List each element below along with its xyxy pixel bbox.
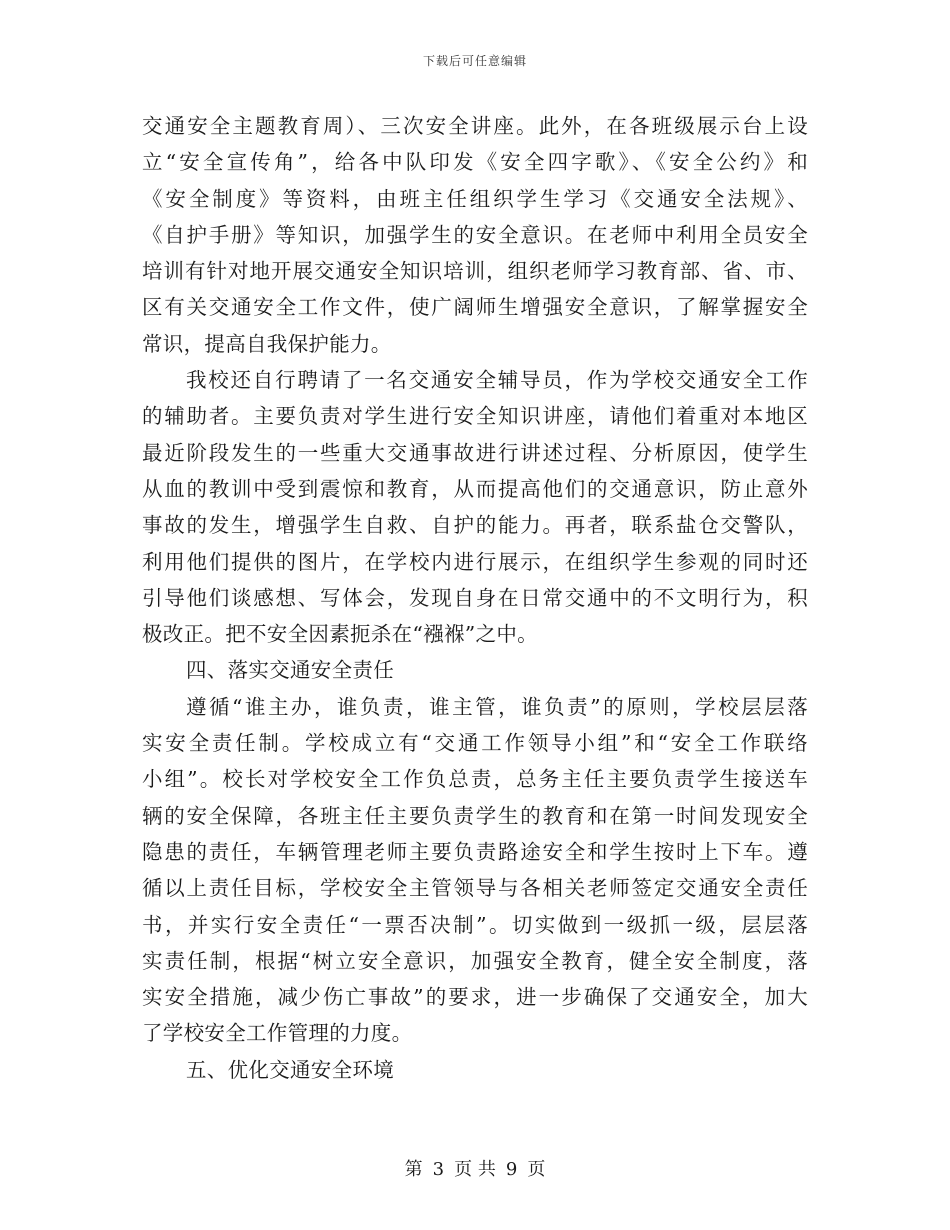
- body-line: 从血的教训中受到震惊和教育，从而提高他们的交通意识，防止意外: [142, 476, 808, 501]
- footer-prefix: 第: [404, 1159, 423, 1180]
- document-body: [142, 108, 808, 1088]
- body-line: 交通安全主题教育周）、三次安全讲座。此外，在各班级展示台上设: [142, 114, 808, 138]
- section-heading: 四、落实交通安全责任: [186, 658, 394, 683]
- body-line: 引导他们谈感想、写体会，发现自身在日常交通中的不文明行为，积: [142, 585, 808, 610]
- body-line: 立“安全宣传角”，给各中队印发《安全四字歌》、《安全公约》和: [142, 150, 808, 175]
- body-line: 我校还自行聘请了一名交通安全辅导员，作为学校交通安全工作: [186, 368, 808, 393]
- body-line: 书，并实行安全责任“一票否决制”。切实做到一级抓一级，层层落: [142, 912, 808, 937]
- body-line: 《自护手册》等知识，加强学生的安全意识。在老师中利用全员安全: [142, 222, 808, 247]
- body-line: 隐患的责任，车辆管理老师主要负责路途安全和学生按时上下车。遵: [142, 839, 808, 864]
- body-line: 遵循“谁主办，谁负责，谁主管，谁负责”的原则，学校层层落: [186, 694, 808, 719]
- body-line: 利用他们提供的图片，在学校内进行展示，在组织学生参观的同时还: [142, 549, 808, 574]
- footer-middle: 页 共: [454, 1159, 496, 1180]
- section-heading: 五、优化交通安全环境: [186, 1057, 394, 1082]
- footer-current-page: 3: [432, 1159, 445, 1180]
- body-line: 培训有针对地开展交通安全知识培训，组织老师学习教育部、省、市、: [142, 259, 808, 284]
- body-line: 实安全责任制。学校成立有“交通工作领导小组”和“安全工作联络: [142, 731, 808, 756]
- body-line: 《安全制度》等资料，由班主任组织学生学习《交通安全法规》、: [142, 186, 808, 211]
- body-line: 循以上责任目标，学校安全主管领导与各相关老师签定交通安全责任: [142, 876, 808, 901]
- footer-total-pages: 9: [505, 1159, 518, 1180]
- page-footer: [0, 1155, 950, 1181]
- body-line: 辆的安全保障，各班主任主要负责学生的教育和在第一时间发现安全: [142, 803, 808, 828]
- body-line: 最近阶段发生的一些重大交通事故进行讲述过程、分析原因，使学生: [142, 440, 808, 465]
- body-line: 实责任制，根据“树立安全意识，加强安全教育，健全安全制度，落: [142, 948, 808, 973]
- footer-suffix: 页: [527, 1159, 546, 1180]
- body-line: 小组”。校长对学校安全工作负总责，总务主任主要负责学生接送车: [142, 767, 808, 792]
- body-line: 极改正。把不安全因素扼杀在“襁褓”之中。: [142, 622, 538, 647]
- body-line: 实安全措施，减少伤亡事故”的要求，进一步确保了交通安全，加大: [142, 985, 808, 1010]
- body-line: 区有关交通安全工作文件，使广阔师生增强安全意识，了解掌握安全: [142, 295, 808, 320]
- page-header: 下载后可任意编辑: [422, 54, 527, 68]
- body-line: 常识，提高自我保护能力。: [142, 331, 392, 356]
- body-line: 的辅助者。主要负责对学生进行安全知识讲座，请他们着重对本地区: [142, 404, 808, 429]
- body-line: 了学校安全工作管理的力度。: [142, 1021, 413, 1046]
- body-line: 事故的发生，增强学生自救、自护的能力。再者，联系盐仓交警队，: [142, 513, 808, 538]
